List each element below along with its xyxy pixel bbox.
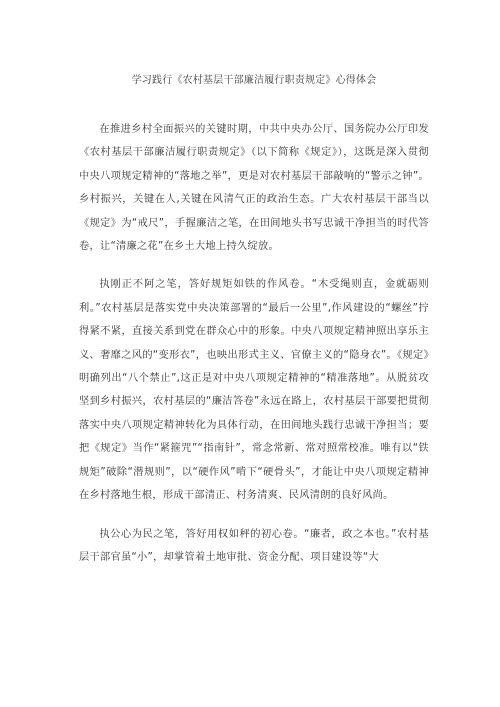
- paragraph-power: 执公心为民之笔，答好用权如秤的初心卷。“廉者，政之本也。”农村基层干部官虽“小”，却掌管着土地审批、资金分配、项目建设等“大: [79, 528, 429, 563]
- paragraph-conduct: 执刚正不阿之笔，答好规矩如铁的作风卷。“木受绳则直，金就砺则利。”农村基层是落实党中央决策部署的“最后一公里”,作风建设的“螺丝”拧得紧不紧，直接关系到党在群众心中的形象。中央八项规定精神照出享乐主义、奢靡之风的“变形衣”，也映出形式主义、官僚主义的“隐身衣”。《规定》明确列出“八个禁止”,这正是对中央八项规定精神的“精准落地”。从脱贫攻坚到乡村振兴，农村基层的“廉洁答卷”永远在路上，农村基层干部要把贯彻落实中央八项规定精神转化为具体行动，在田间地头践行忠诚干净担当；要把《规定》当作“紧箍咒”“指南针”，常念常新、常对照常校准。唯有以“铁规矩”破除“潜规则”，以“硬作风”啃下“硬骨头”，才能让中央八项规定精神在乡村落地生根，形成干部清正、村务清爽、民风清朗的良好风尚。: [79, 279, 429, 502]
- paragraph-intro: 在推进乡村全面振兴的关键时期，中共中央办公厅、国务院办公厅印发《农村基层干部廉洁履行职责规定》（以下简称《规定》），这既是深入贯彻中央八项规定精神的“落地之举”，更是对农村基层干部敲响的“警示之钟”。乡村振兴，关键在人,关键在风清气正的政治生态。广大农村基层干部当以《规定》为“戒尺”，手握廉洁之笔，在田间地头书写忠诚干净担当的时代答卷，让“清廉之花”在乡土大地上持久绽放。: [79, 124, 429, 253]
- document-title: 学习践行《农村基层干部廉洁履行职责规定》心得体会: [131, 75, 377, 86]
